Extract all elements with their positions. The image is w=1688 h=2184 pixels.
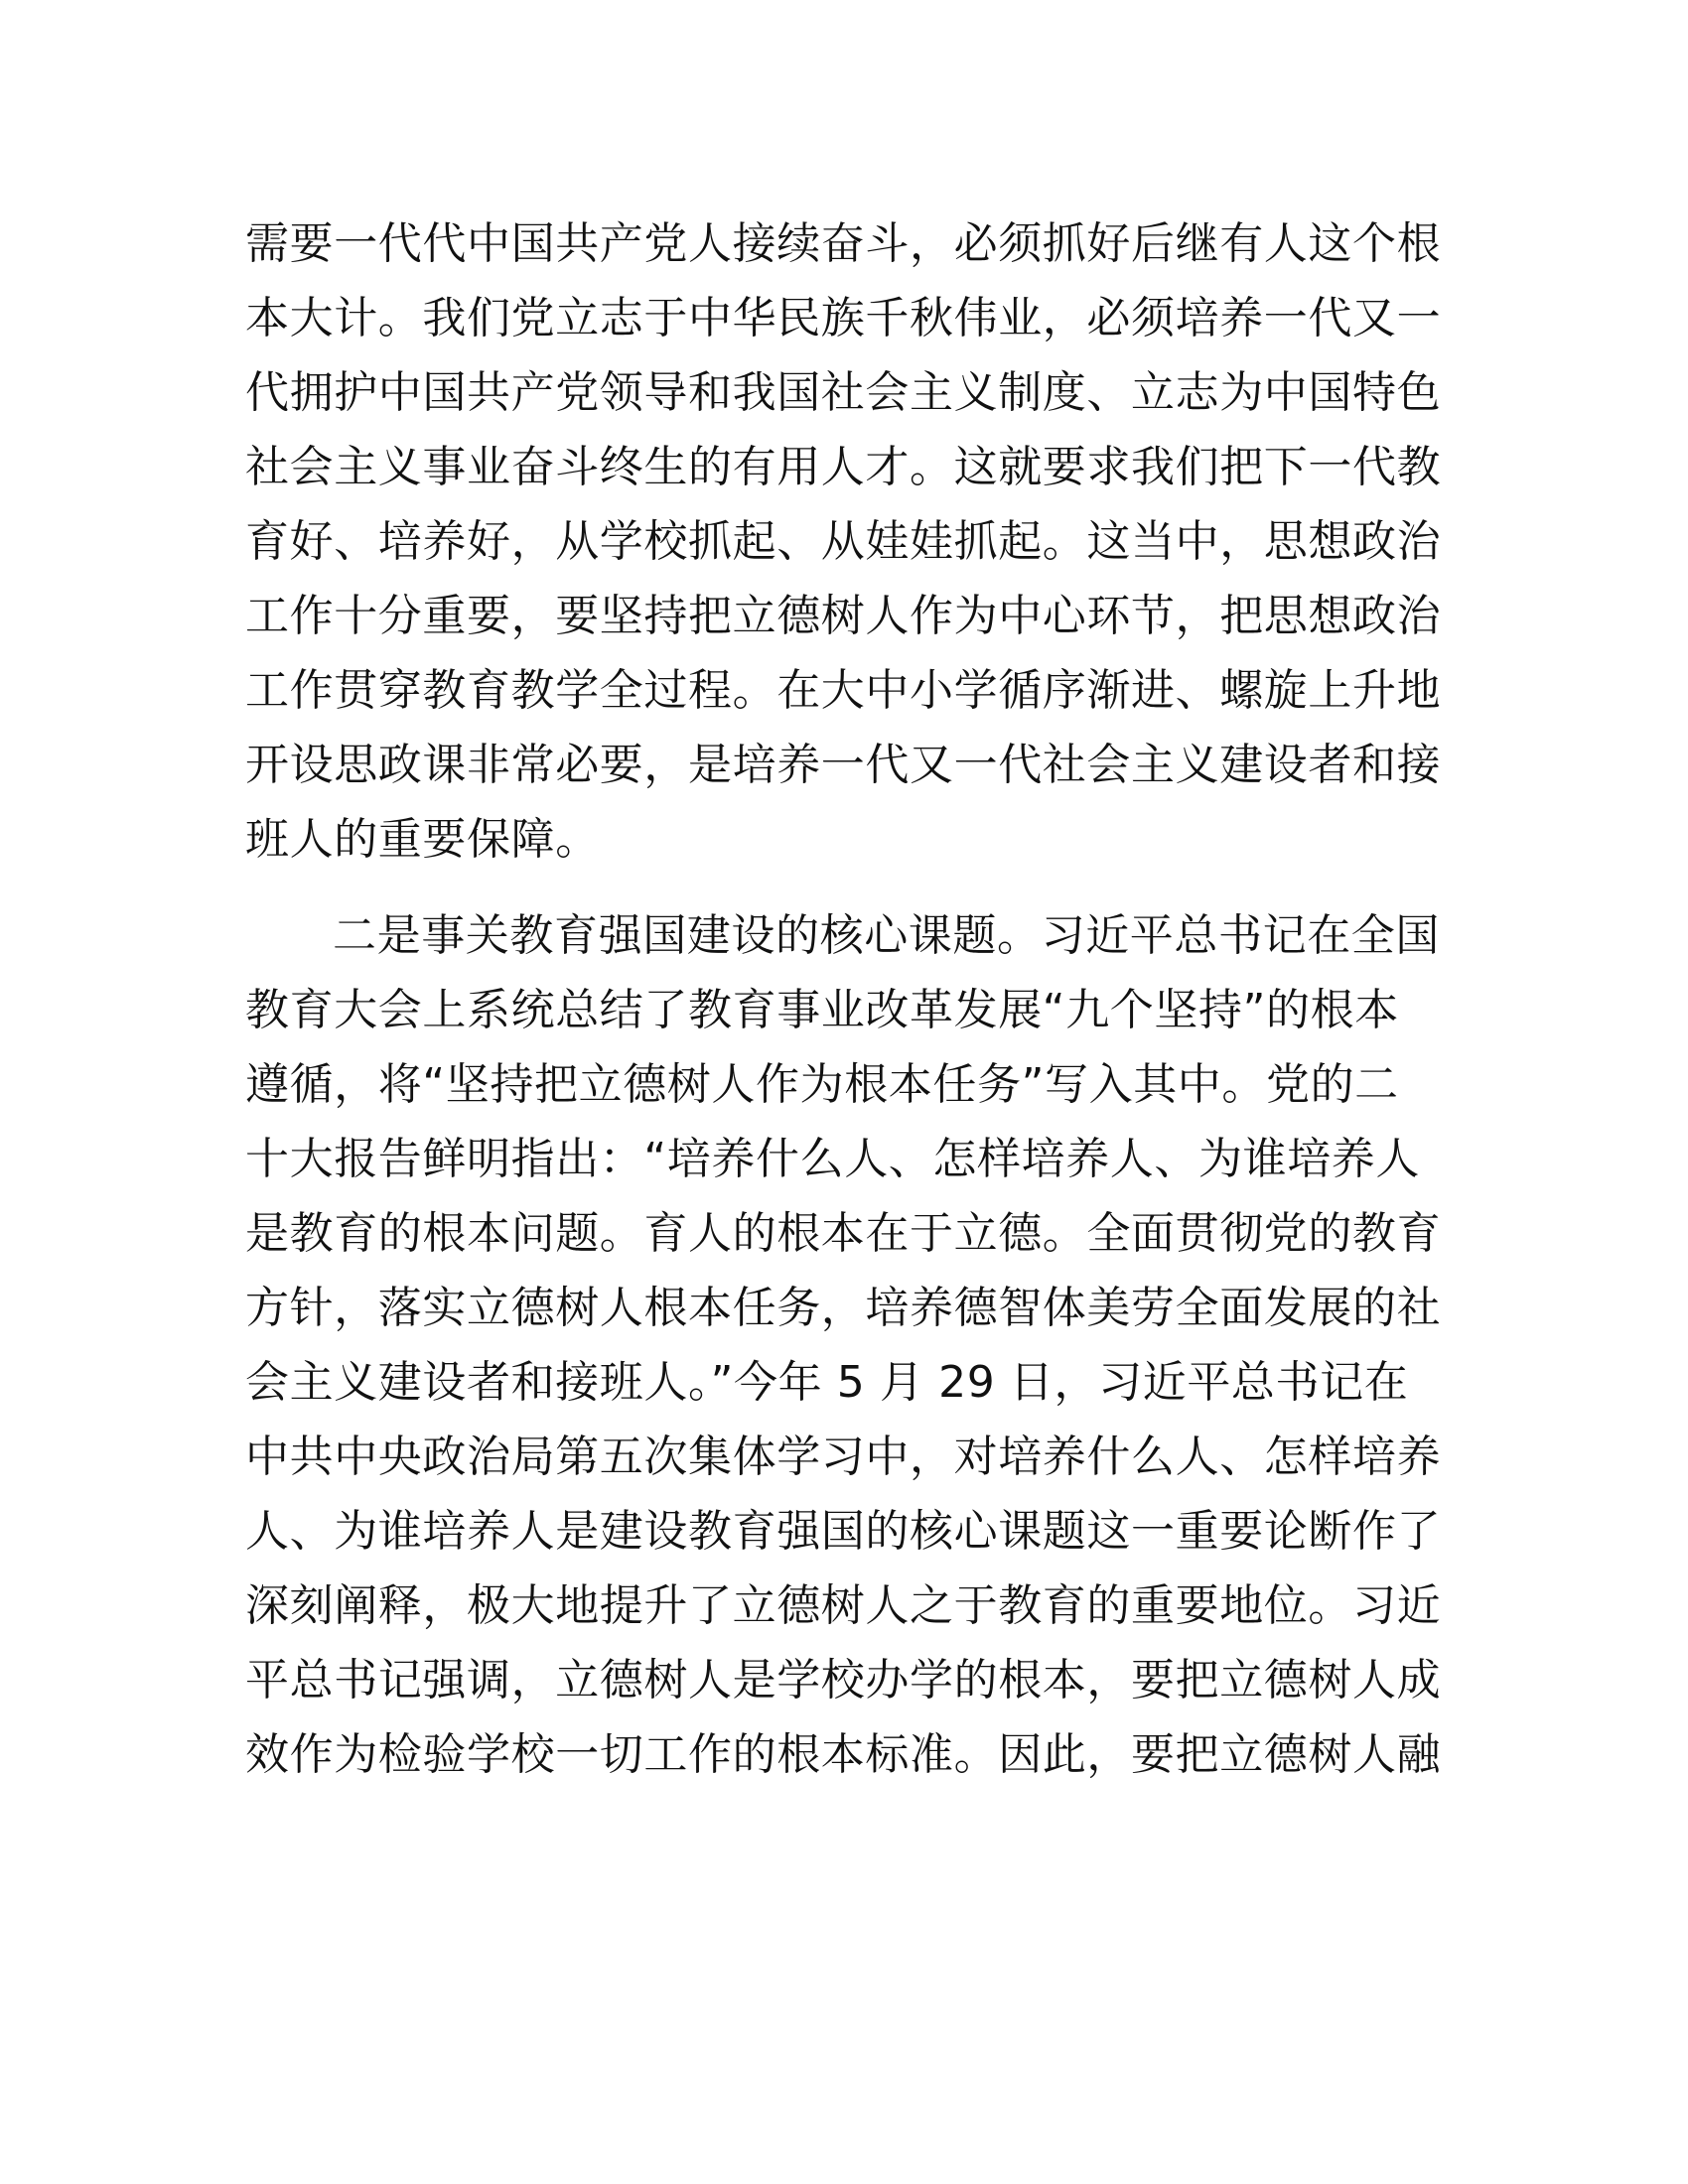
text-line: 工作贯穿教育教学全过程。在大中小学循序渐进、螺旋上升地 [245,665,1442,716]
paragraph-1 [245,206,1442,877]
text-line: 本大计。我们党立志于中华民族千秋伟业，必须培养一代又一 [245,293,1442,343]
text-line: 深刻阐释，极大地提升了立德树人之于教育的重要地位。习近 [245,1580,1442,1631]
text-line: 工作十分重要，要坚持把立德树人作为中心环节，把思想政治 [245,591,1442,641]
text-line: 平总书记强调，立德树人是学校办学的根本，要把立德树人成 [245,1655,1442,1706]
text-line: 中共中央政治局第五次集体学习中，对培养什么人、怎样培养 [245,1432,1442,1482]
text-line: 教育大会上系统总结了教育事业改革发展“九个坚持”的根本 [245,985,1399,1035]
text-line: 会主义建设者和接班人。”今年 5 月 29 日，习近平总书记在 [245,1357,1409,1408]
text-line: 开设思政课非常必要，是培养一代又一代社会主义建设者和接 [245,740,1442,790]
text-line: 社会主义事业奋斗终生的有用人才。这就要求我们把下一代教 [245,442,1442,492]
text-line-first-indented: 二是事关教育强国建设的核心课题。习近平总书记在全国 [333,910,1440,961]
text-line: 代拥护中国共产党领导和我国社会主义制度、立志为中国特色 [245,367,1442,418]
text-line: 遵循，将“坚持把立德树人作为根本任务”写入其中。党的二 [245,1059,1399,1110]
text-line: 效作为检验学校一切工作的根本标准。因此，要把立德树人融 [245,1729,1442,1780]
text-line: 班人的重要保障。 [245,814,600,865]
text-line: 是教育的根本问题。育人的根本在于立德。全面贯彻党的教育 [245,1208,1442,1259]
text-line: 人、为谁培养人是建设教育强国的核心课题这一重要论断作了 [245,1506,1442,1557]
paragraph-2 [245,898,1442,1792]
text-line: 育好、培养好，从学校抓起、从娃娃抓起。这当中，思想政治 [245,516,1442,567]
text-line: 方针，落实立德树人根本任务，培养德智体美劳全面发展的社 [245,1283,1442,1333]
text-line: 需要一代代中国共产党人接续奋斗，必须抓好后继有人这个根 [245,218,1442,269]
document-body [245,206,1442,1792]
text-line: 十大报告鲜明指出：“培养什么人、怎样培养人、为谁培养人 [245,1134,1420,1184]
